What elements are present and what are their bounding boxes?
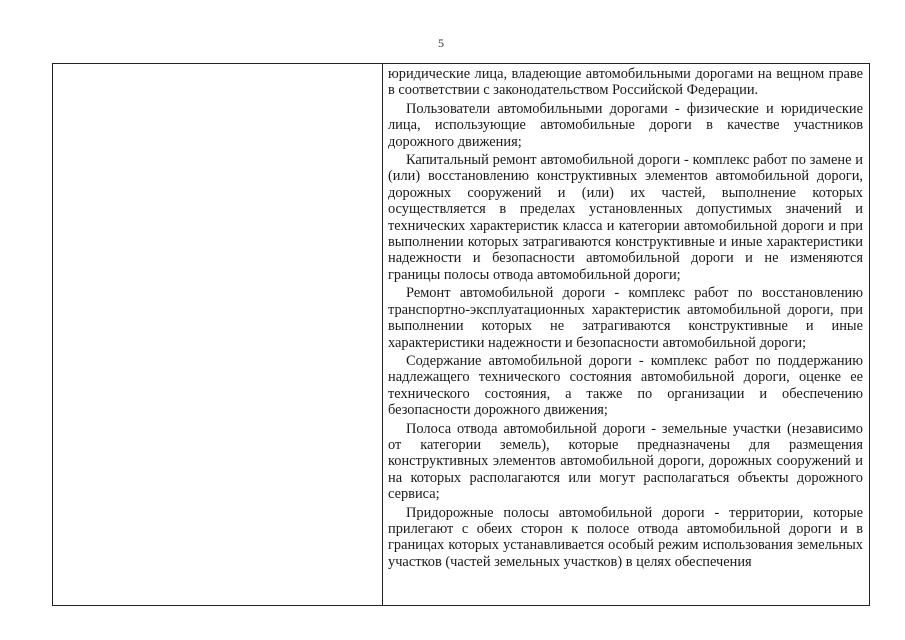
definition-paragraph: Полоса отвода автомобильной дороги - земельные участки (независимо от категории земель), которые предназначены для размещения конструктивных элементов автомобильной дороги, дорожных сооружений и на которых располагаются или могут располагаться объекты дорожного сервиса; bbox=[388, 420, 863, 503]
table-right-column bbox=[383, 64, 869, 605]
definition-paragraph: Ремонт автомобильной дороги - комплекс работ по восстановлению транспортно-эксплуатационных характеристик автомобильной дороги, при выполнении которых не затрагиваются конструктивные и иные характеристики надежности и безопасности автомобильной дороги; bbox=[388, 285, 863, 351]
definition-paragraph: Содержание автомобильной дороги - комплекс работ по поддержанию надлежащего технического состояния автомобильной дороги, оценке ее технического состояния, а также по организации и обеспечению безопасности дорожного движения; bbox=[388, 352, 863, 419]
document-table bbox=[52, 63, 870, 606]
page-number: 5 bbox=[438, 36, 444, 50]
definition-paragraph: юридические лица, владеющие автомобильными дорогами на вещном праве в соответствии с законодательством Российской Федерации. bbox=[388, 66, 863, 99]
definition-paragraph: Капитальный ремонт автомобильной дороги - комплекс работ по замене и (или) восстановлению конструктивных элементов автомобильной дороги, дорожных сооружений и (или) их частей, выполнение которых осуществляется в пределах установленных допустимых значений и технических характеристик класса и категории автомобильной дороги и при выполнении которых затрагиваются конструктивные и иные характеристики надежности и безопасности автомобильной дороги и не изменяются границы полосы отвода автомобильной дороги; bbox=[388, 152, 863, 283]
table-left-column bbox=[53, 64, 383, 605]
definition-paragraph: Пользователи автомобильными дорогами - физические и юридические лица, использующие автомобильные дороги в качестве участников дорожного движения; bbox=[388, 100, 863, 150]
definition-paragraph: Придорожные полосы автомобильной дороги - территории, которые прилегают с обеих сторон к полосе отвода автомобильной дороги и в границах которых устанавливается особый режим использования земельных участков (частей земельных участков) в целях обеспечения bbox=[388, 504, 863, 570]
